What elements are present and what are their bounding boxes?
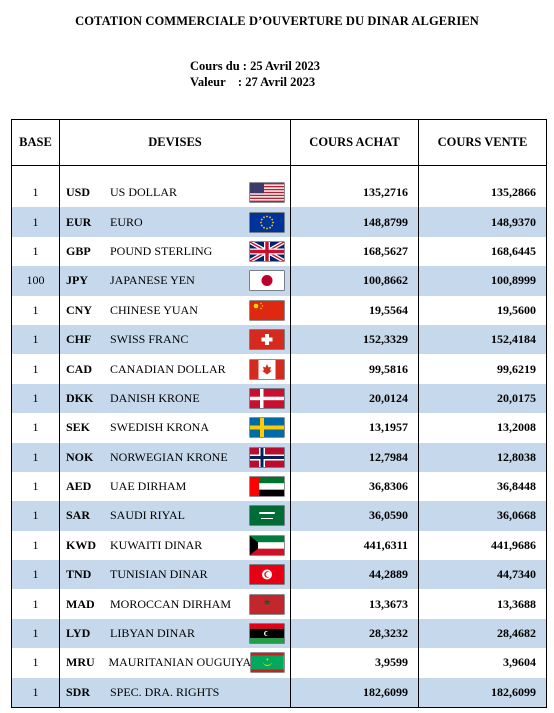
table-row — [12, 325, 547, 354]
table-row — [12, 472, 547, 501]
currency-name: SAUDI RIYAL — [110, 508, 185, 523]
achat-cell: 148,8799 — [291, 207, 419, 236]
japan-flag-icon — [250, 271, 284, 290]
currency-code: MRU — [66, 655, 95, 670]
uae-flag-icon — [250, 477, 284, 496]
header-devises: DEVISES — [60, 120, 291, 166]
vente-cell: 28,4682 — [419, 619, 547, 648]
devise-cell — [60, 325, 291, 354]
sweden-flag-icon — [250, 418, 284, 437]
canada-flag-icon — [250, 360, 284, 379]
currency-code: EUR — [66, 214, 92, 229]
valeur-date: Valeur : 27 Avril 2023 — [190, 75, 316, 89]
vente-cell: 148,9370 — [419, 207, 547, 236]
currency-name: US DOLLAR — [110, 185, 178, 200]
devise-cell — [60, 589, 291, 618]
vente-cell: 13,2008 — [419, 413, 547, 442]
china-flag-icon — [250, 301, 284, 320]
currency-code: NOK — [66, 449, 94, 464]
base-cell: 100 — [12, 266, 60, 295]
base-cell: 1 — [12, 501, 60, 530]
spacer-row — [12, 166, 547, 179]
vente-cell: 20,0175 — [419, 384, 547, 413]
currency-code: SAR — [66, 508, 91, 523]
table-row — [12, 237, 547, 266]
morocco-flag-icon — [250, 595, 284, 614]
uk-flag-icon — [250, 242, 284, 261]
devise-cell — [60, 648, 291, 677]
header-base: BASE — [12, 120, 60, 166]
devise-cell — [60, 413, 291, 442]
table-row — [12, 619, 547, 648]
achat-cell: 13,3673 — [291, 589, 419, 618]
currency-name: CANADIAN DOLLAR — [110, 361, 226, 376]
currency-name: KUWAITI DINAR — [110, 537, 203, 552]
tunisia-flag-icon — [250, 565, 284, 584]
dates-block — [190, 58, 320, 90]
cours-du: Cours du : 25 Avril 2023 — [190, 59, 320, 73]
table-row — [12, 443, 547, 472]
currency-name: MAURITANIAN OUGUIYA — [108, 655, 252, 670]
norway-flag-icon — [250, 448, 284, 467]
devise-cell — [60, 501, 291, 530]
base-cell: 1 — [12, 531, 60, 560]
header-row — [12, 120, 547, 166]
currency-name: DANISH KRONE — [110, 390, 200, 405]
vente-cell: 100,8999 — [419, 266, 547, 295]
vente-cell: 19,5600 — [419, 296, 547, 325]
currency-name: MOROCCAN DIRHAM — [110, 596, 232, 611]
table-row — [12, 384, 547, 413]
currency-name: EURO — [110, 214, 143, 229]
currency-name: NORWEGIAN KRONE — [110, 449, 228, 464]
table-row — [12, 296, 547, 325]
table-row — [12, 560, 547, 589]
devise-cell — [60, 443, 291, 472]
currency-name: SWISS FRANC — [110, 332, 189, 347]
currency-code: CAD — [66, 361, 92, 376]
base-cell: 1 — [12, 443, 60, 472]
base-cell: 1 — [12, 678, 60, 708]
currency-code: LYD — [66, 626, 91, 641]
base-cell: 1 — [12, 237, 60, 266]
achat-cell: 3,9599 — [291, 648, 419, 677]
achat-cell: 13,1957 — [291, 413, 419, 442]
currency-name: SWEDISH KRONA — [110, 420, 209, 435]
currency-code: GBP — [66, 243, 91, 258]
currency-name: TUNISIAN DINAR — [110, 567, 208, 582]
vente-cell: 182,6099 — [419, 678, 547, 708]
table-row — [12, 648, 547, 677]
eu-flag-icon — [250, 213, 284, 232]
currency-code: KWD — [66, 537, 96, 552]
vente-cell: 135,2866 — [419, 178, 547, 207]
currency-code: SEK — [66, 420, 91, 435]
table-row — [12, 501, 547, 530]
table-row — [12, 354, 547, 383]
devise-cell — [60, 560, 291, 589]
currency-name: CHINESE YUAN — [110, 302, 198, 317]
document-title: COTATION COMMERCIALE D’OUVERTURE DU DINAR ALGERIEN — [75, 14, 479, 28]
achat-cell: 20,0124 — [291, 384, 419, 413]
base-cell: 1 — [12, 648, 60, 677]
achat-cell: 135,2716 — [291, 178, 419, 207]
libya-flag-icon — [250, 624, 284, 643]
vente-cell: 36,0668 — [419, 501, 547, 530]
currency-name: LIBYAN DINAR — [110, 626, 195, 641]
devise-cell — [60, 237, 291, 266]
achat-cell: 36,8306 — [291, 472, 419, 501]
achat-cell: 12,7984 — [291, 443, 419, 472]
rates-table — [11, 119, 547, 708]
vente-cell: 44,7340 — [419, 560, 547, 589]
currency-name: POUND STERLING — [110, 243, 213, 258]
devise-cell — [60, 266, 291, 295]
achat-cell: 441,6311 — [291, 531, 419, 560]
saudi-flag-icon — [250, 506, 284, 525]
base-cell: 1 — [12, 384, 60, 413]
table-row — [12, 413, 547, 442]
table-row — [12, 589, 547, 618]
base-cell: 1 — [12, 178, 60, 207]
currency-code: CHF — [66, 332, 92, 347]
switzerland-flag-icon — [250, 330, 284, 349]
currency-code: MAD — [66, 596, 95, 611]
base-cell: 1 — [12, 589, 60, 618]
achat-cell: 36,0590 — [291, 501, 419, 530]
denmark-flag-icon — [250, 389, 284, 408]
base-cell: 1 — [12, 207, 60, 236]
base-cell: 1 — [12, 413, 60, 442]
mauritania-flag-icon — [251, 653, 284, 672]
base-cell: 1 — [12, 354, 60, 383]
achat-cell: 19,5564 — [291, 296, 419, 325]
devise-cell — [60, 472, 291, 501]
us-flag-icon — [250, 183, 284, 202]
achat-cell: 99,5816 — [291, 354, 419, 383]
achat-cell: 100,8662 — [291, 266, 419, 295]
currency-name: JAPANESE YEN — [110, 273, 195, 288]
base-cell: 1 — [12, 472, 60, 501]
currency-code: JPY — [66, 273, 88, 288]
currency-code: SDR — [66, 684, 91, 699]
currency-code: TND — [66, 567, 92, 582]
vente-cell: 3,9604 — [419, 648, 547, 677]
vente-cell: 13,3688 — [419, 589, 547, 618]
base-cell: 1 — [12, 560, 60, 589]
base-cell: 1 — [12, 619, 60, 648]
vente-cell: 441,9686 — [419, 531, 547, 560]
devise-cell — [60, 531, 291, 560]
table-row — [12, 266, 547, 295]
currency-code: AED — [66, 479, 92, 494]
achat-cell: 182,6099 — [291, 678, 419, 708]
achat-cell: 152,3329 — [291, 325, 419, 354]
header-vente: COURS VENTE — [419, 120, 547, 166]
kuwait-flag-icon — [250, 536, 284, 555]
vente-cell: 152,4184 — [419, 325, 547, 354]
table-row — [12, 178, 547, 207]
currency-name: SPEC. DRA. RIGHTS — [110, 684, 220, 699]
achat-cell: 168,5627 — [291, 237, 419, 266]
base-cell: 1 — [12, 325, 60, 354]
achat-cell: 28,3232 — [291, 619, 419, 648]
vente-cell: 12,8038 — [419, 443, 547, 472]
currency-code: DKK — [66, 390, 94, 405]
table-row — [12, 207, 547, 236]
devise-cell — [60, 678, 291, 708]
vente-cell: 99,6219 — [419, 354, 547, 383]
table-row — [12, 531, 547, 560]
vente-cell: 36,8448 — [419, 472, 547, 501]
achat-cell: 44,2889 — [291, 560, 419, 589]
currency-name: UAE DIRHAM — [110, 479, 187, 494]
devise-cell — [60, 619, 291, 648]
vente-cell: 168,6445 — [419, 237, 547, 266]
devise-cell — [60, 354, 291, 383]
devise-cell — [60, 296, 291, 325]
currency-code: USD — [66, 185, 91, 200]
devise-cell — [60, 178, 291, 207]
table-row — [12, 678, 547, 708]
base-cell: 1 — [12, 296, 60, 325]
devise-cell — [60, 384, 291, 413]
currency-code: CNY — [66, 302, 92, 317]
header-achat: COURS ACHAT — [291, 120, 419, 166]
devise-cell — [60, 207, 291, 236]
